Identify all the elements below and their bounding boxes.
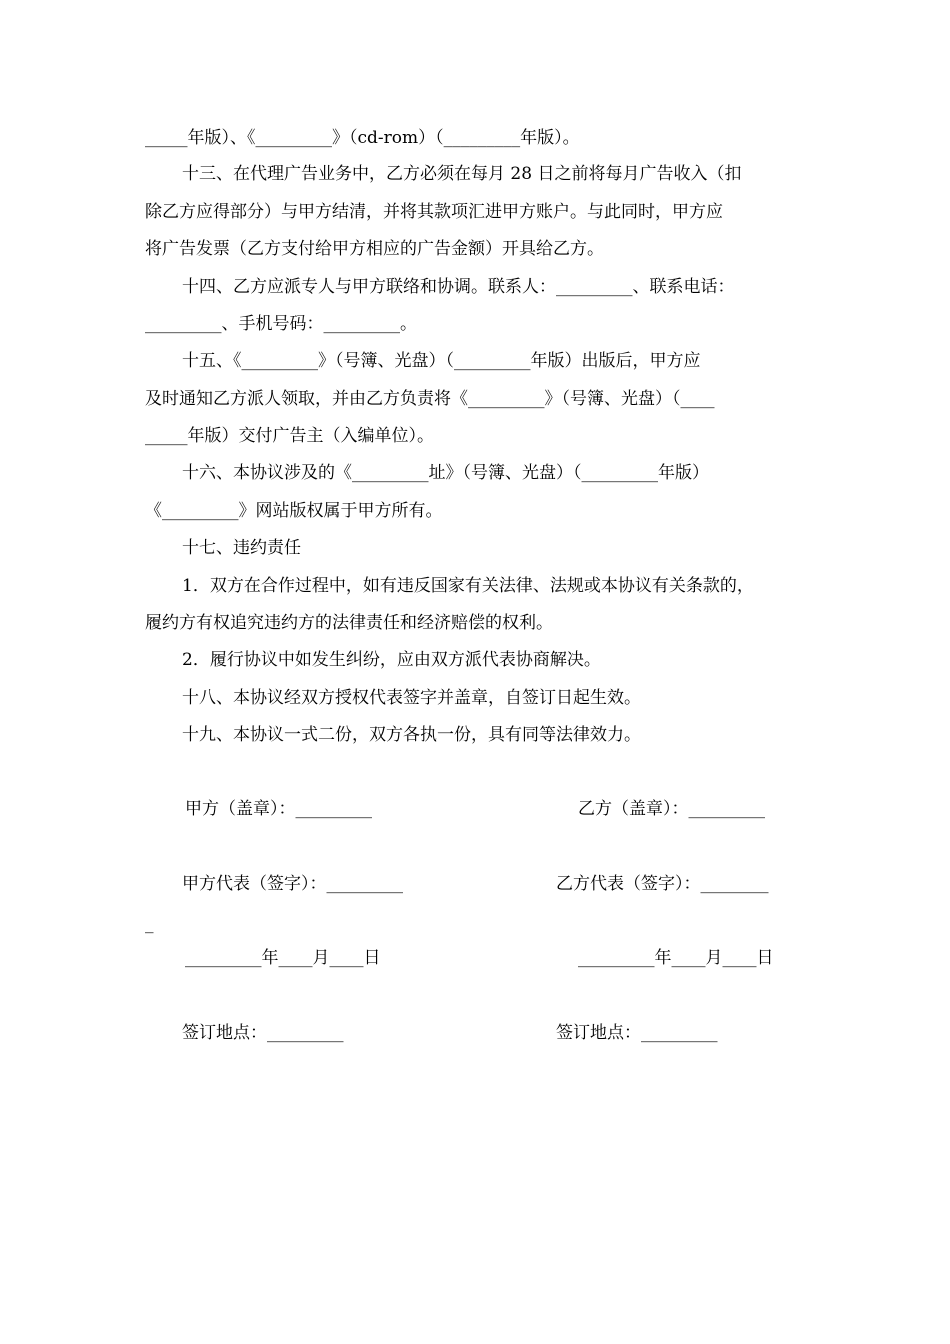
body-line: 履约方有权追究违约方的法律责任和经济赔偿的权利。 [145, 613, 553, 633]
party-a-rep-field: 甲方代表（签字）：_________ [182, 874, 403, 894]
party-b-place-field: 签订地点：_________ [556, 1023, 718, 1043]
party-b-rep-field: 乙方代表（签字）：________ [556, 874, 769, 894]
body-line: _____年版）交付广告主（入编单位）。 [145, 426, 434, 446]
body-line: _________、手机号码：_________。 [145, 314, 417, 334]
clause-14: 十四、乙方应派专人与甲方联络和协调。联系人：_________、联系电话： [182, 277, 735, 297]
clause-17-item-2: 2．履行协议中如发生纠纷，应由双方派代表协商解决。 [182, 650, 601, 670]
party-a-date-field: _________年____月____日 [185, 948, 381, 968]
body-line: _____年版）、《_________》（cd-rom）（_________年版）。 [145, 128, 580, 148]
clause-15: 十五、《_________》（号簿、光盘）（_________年版）出版后，甲方应 [182, 351, 701, 371]
clause-17-item-1: 1．双方在合作过程中，如有违反国家有关法律、法规或本协议有关条款的， [182, 576, 754, 596]
clause-18: 十八、本协议经双方授权代表签字并盖章，自签订日起生效。 [182, 688, 641, 708]
body-line: 及时通知乙方派人领取，并由乙方负责将《_________》（号簿、光盘）（____ [145, 389, 715, 409]
clause-19: 十九、本协议一式二份，双方各执一份，具有同等法律效力。 [182, 725, 641, 745]
clause-13: 十三、在代理广告业务中，乙方必须在每月 28 日之前将每月广告收入（扣 [182, 164, 742, 184]
stray-underscore: _ [145, 914, 154, 934]
party-b-seal-field: 乙方（盖章）：_________ [578, 799, 765, 819]
party-b-date-field: _________年____月____日 [578, 948, 774, 968]
body-line: 将广告发票（乙方支付给甲方相应的广告金额）开具给乙方。 [145, 239, 604, 259]
clause-16: 十六、本协议涉及的《_________址》（号簿、光盘）（_________年版） [182, 463, 709, 483]
party-a-place-field: 签订地点：_________ [182, 1023, 344, 1043]
clause-17-heading: 十七、违约责任 [182, 538, 301, 558]
body-line: 除乙方应得部分）与甲方结清，并将其款项汇进甲方账户。与此同时，甲方应 [145, 202, 723, 222]
party-a-seal-field: 甲方（盖章）：_________ [185, 799, 372, 819]
body-line: 《_________》网站版权属于甲方所有。 [145, 501, 443, 521]
